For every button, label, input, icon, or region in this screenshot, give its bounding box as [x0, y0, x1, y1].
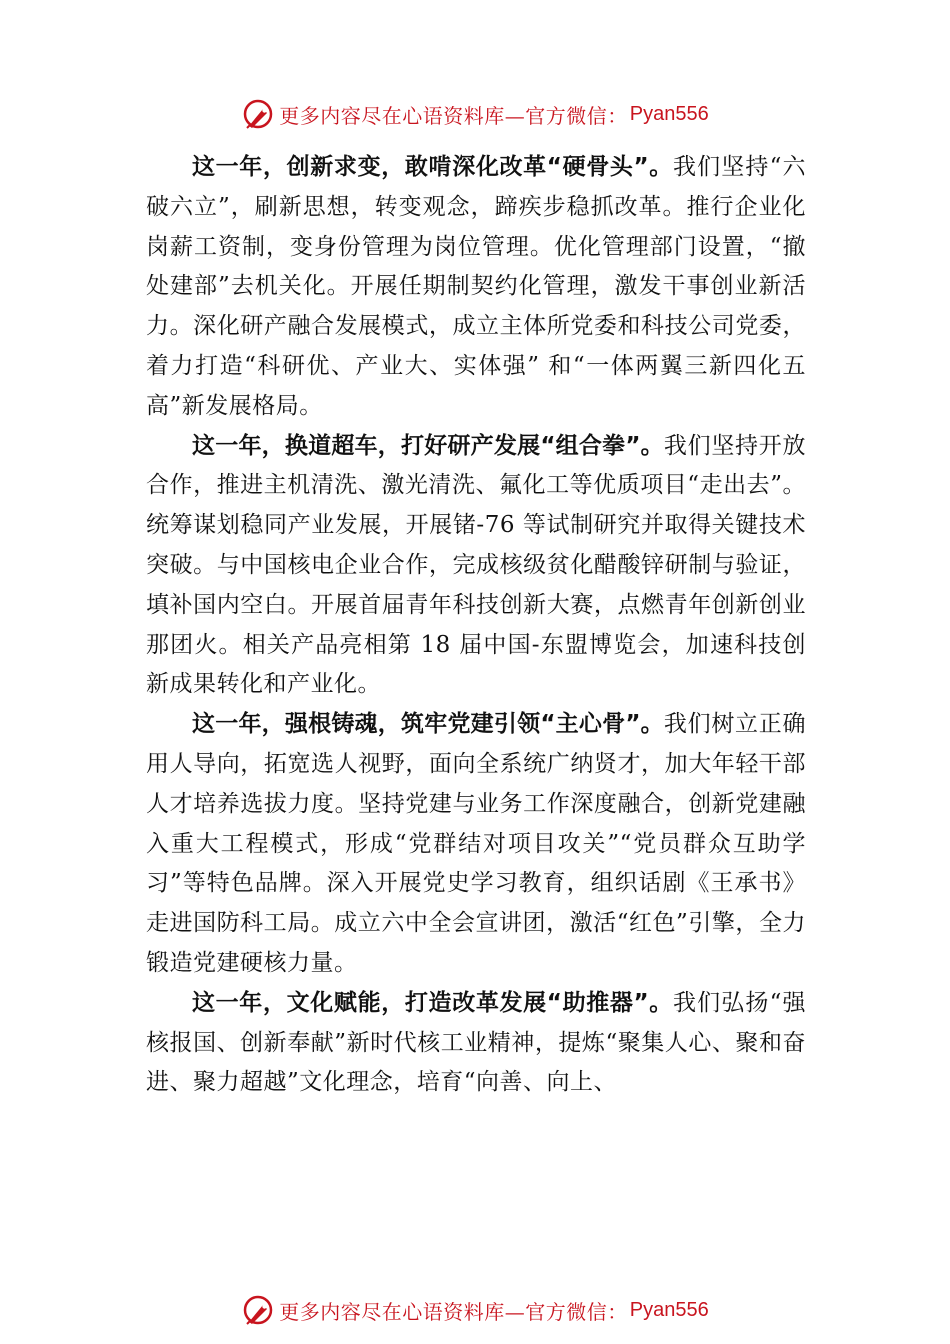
document-body: [146, 148, 806, 1103]
paragraph-lead: 这一年，换道超车，打好研产发展“组合拳”。: [192, 432, 664, 459]
wechat-id: Pyan556: [629, 102, 709, 125]
footer-banner: [0, 1290, 950, 1330]
paragraph-1: [146, 148, 806, 427]
paragraph-lead: 这一年，创新求变，敢啃深化改革“硬骨头”。: [192, 154, 673, 180]
paragraph-lead: 这一年，强根铸魂，筑牢党建引领“主心骨”。: [192, 711, 664, 738]
paragraph-body: 我们坚持“六破六立”，刷新思想，转变观念，蹄疾步稳抓改革。推行企业化岗薪工资制，变身份管理为岗位管理。优化管理部门设置，“撤处建部”去机关化。开展任期制契约化管理，激发干事创业新活力。深化研产融合发展模式，成立主体所党委和科技公司党委，着力打造“科研优、产业大、实体强” 和“一体两翼三新四化五高”新发展格局。: [146, 154, 806, 419]
pen-nib-icon: [241, 97, 275, 131]
paragraph-body: 我们弘扬“强核报国、创新奉献”新时代核工业精神，提炼“聚集人心、聚和奋进、聚力超越”文化理念，培育“向善、向上、: [146, 989, 806, 1096]
header-banner: [0, 94, 950, 134]
paragraph-4: [146, 984, 806, 1103]
paragraph-2: [146, 427, 806, 706]
banner-text: 更多内容尽在心语资料库—官方微信：: [279, 103, 628, 128]
paragraph-lead: 这一年，文化赋能，打造改革发展“助推器”。: [192, 989, 673, 1016]
pen-nib-icon: [241, 1293, 275, 1327]
paragraph-3: [146, 705, 806, 984]
wechat-id: Pyan556: [629, 1298, 709, 1321]
banner-text: 更多内容尽在心语资料库—官方微信：: [279, 1299, 628, 1324]
paragraph-body: 我们坚持开放合作，推进主机清洗、激光清洗、氟化工等优质项目“走出去”。统筹谋划稳同产业发展，开展锗-76 等试制研究并取得关键技术突破。与中国核电企业合作，完成核级贫化醋酸锌研制与验证，填补国内空白。开展首届青年科技创新大赛，点燃青年创新创业那团火。相关产品亮相第 18 届中国-东盟博览会，加速科技创新成果转化和产业化。: [146, 432, 806, 698]
paragraph-body: 我们树立正确用人导向，拓宽选人视野，面向全系统广纳贤才，加大年轻干部人才培养选拔力度。坚持党建与业务工作深度融合，创新党建融入重大工程模式，形成“党群结对项目攻关”“党员群众互助学习”等特色品牌。深入开展党史学习教育，组织话剧《王承书》走进国防科工局。成立六中全会宣讲团，激活“红色”引擎，全力锻造党建硬核力量。: [146, 711, 806, 976]
